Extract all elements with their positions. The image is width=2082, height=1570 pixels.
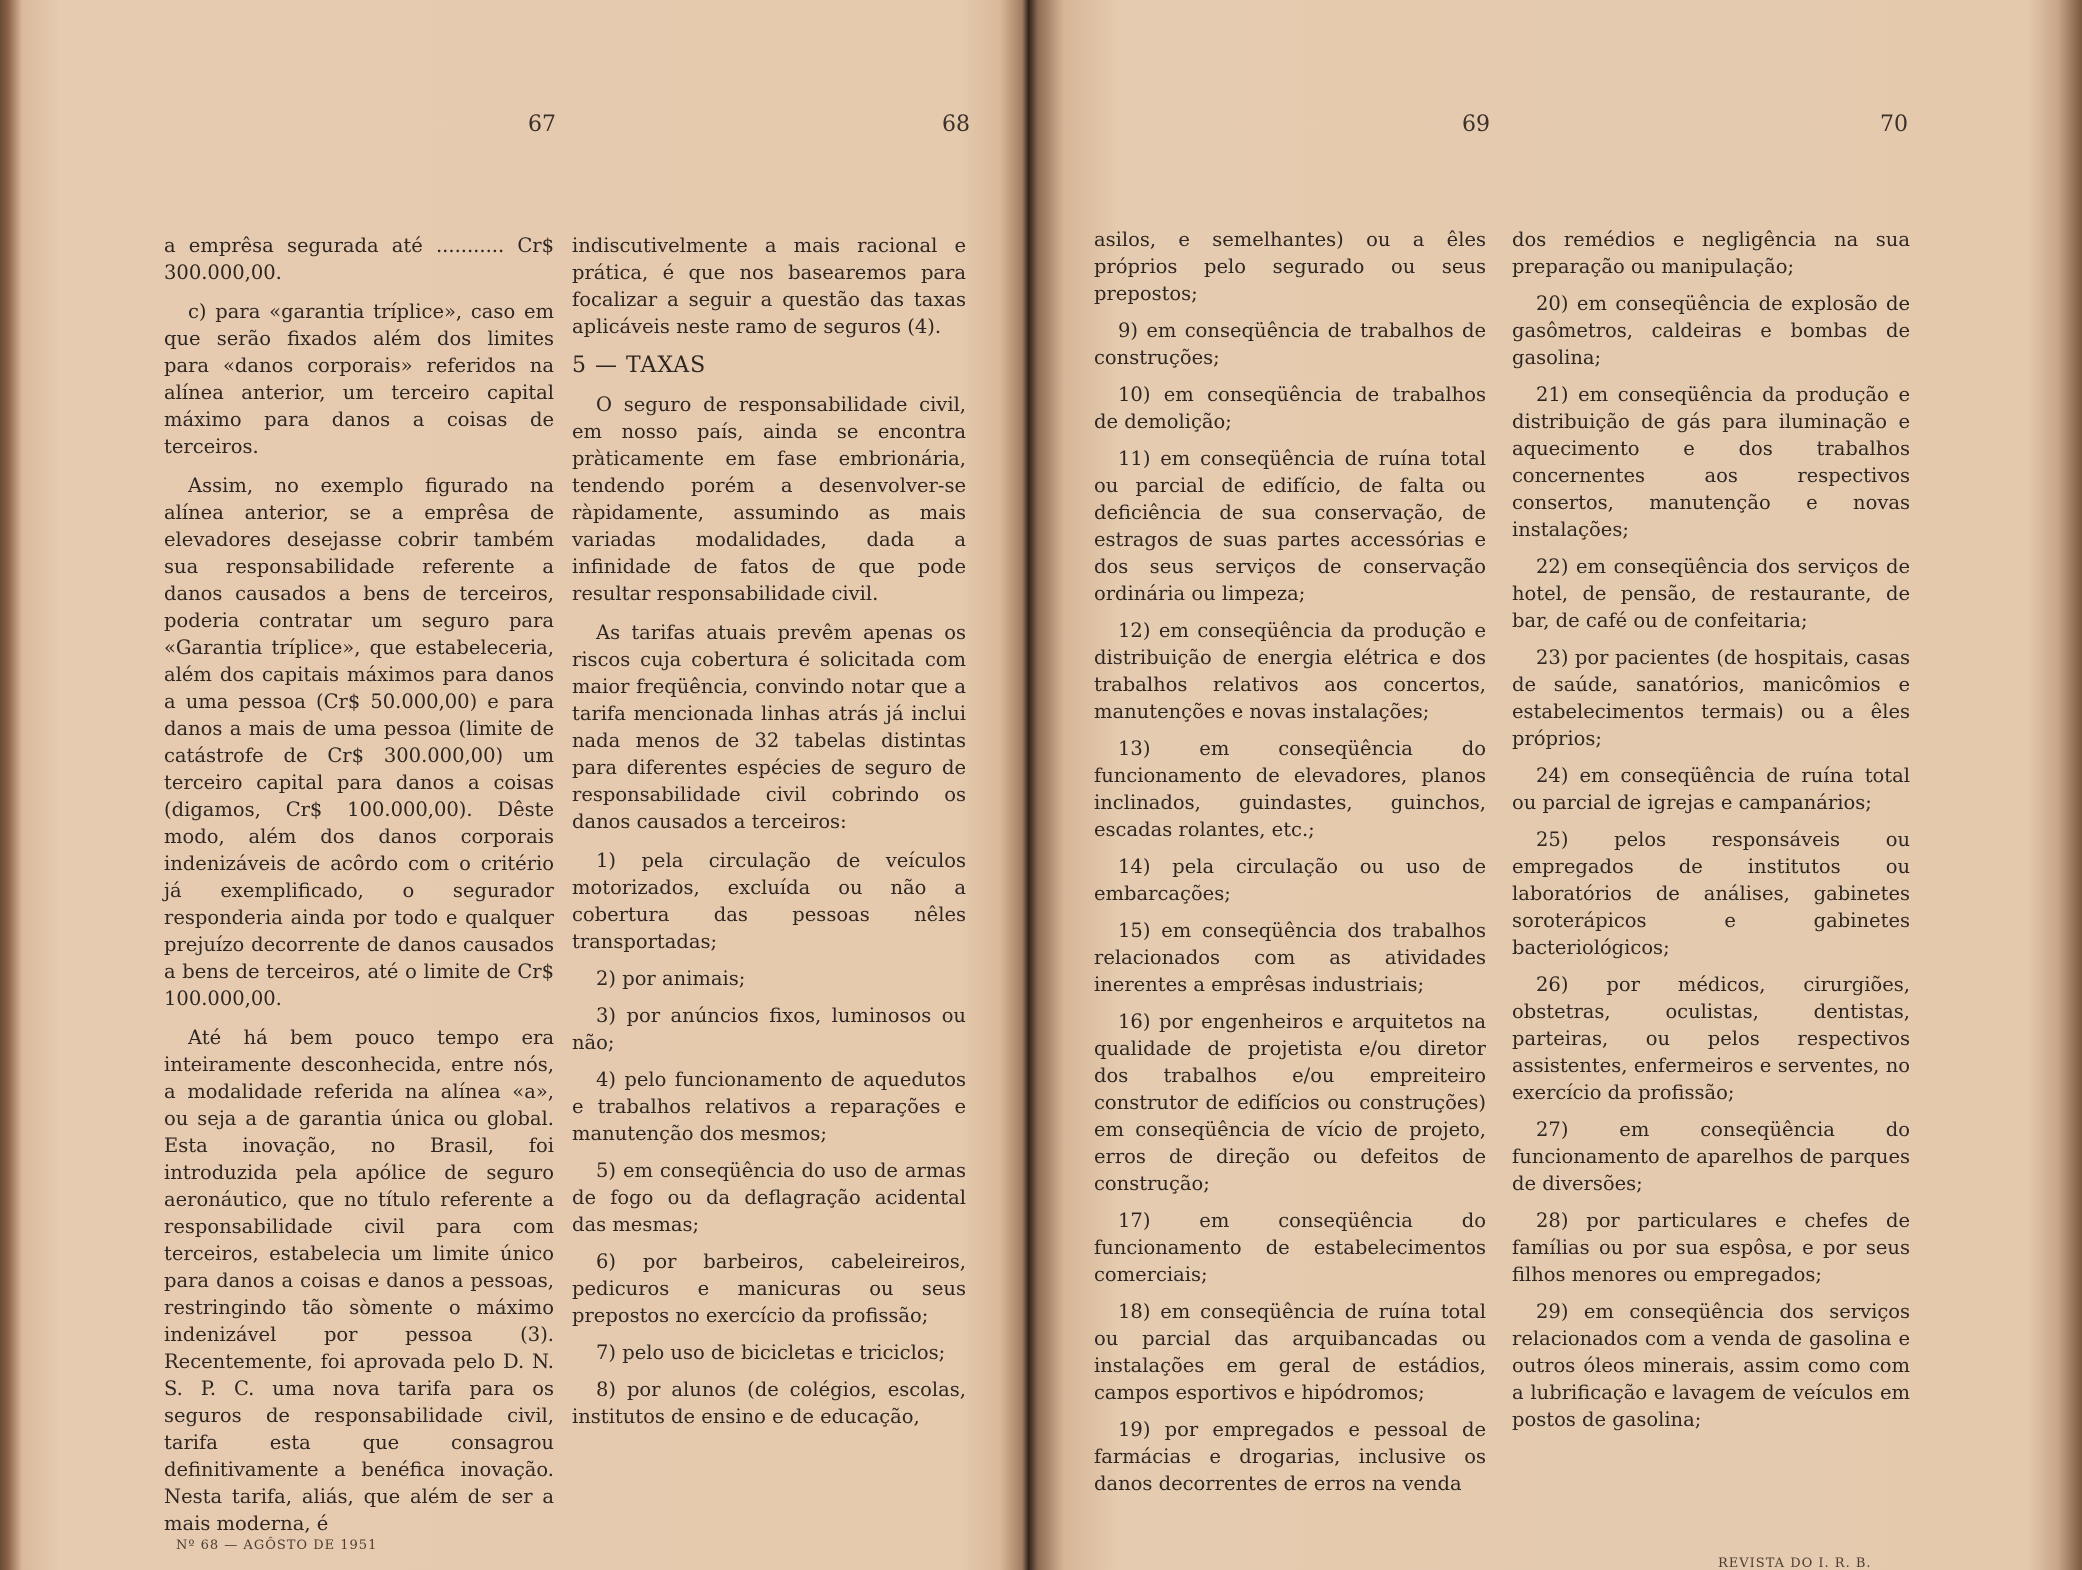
list-item: 3) por anúncios fixos, luminosos ou não; — [572, 1004, 966, 1054]
list-item: 10) em conseqüência de trabalhos de demolição; — [1094, 383, 1486, 433]
list-item: 19) por empregados e pessoal de farmácias e drogarias, inclusive os danos decorrentes de erros na venda — [1094, 1418, 1486, 1495]
list-item: 5) em conseqüência do uso de armas de fogo ou da deflagração acidental das mesmas; — [572, 1159, 966, 1236]
list-item: 1) pela circulação de veículos motorizados, excluída ou não a cobertura das pessoas nêles transportadas; — [572, 849, 966, 953]
paragraph: indiscutivelmente a mais racional e prática, é que nos basearemos para focalizar a seguir a questão das taxas aplicáveis neste ramo de seguros (4). — [572, 234, 966, 338]
list-item: 26) por médicos, cirurgiões, obstetras, oculistas, dentistas, parteiras, ou pelos respectivos assistentes, enfermeiros e serventes, no exercício da profissão; — [1512, 973, 1910, 1104]
paragraph: a emprêsa segurada até ........... Cr$ 300.000,00. — [164, 234, 554, 284]
column-page-67 — [164, 232, 554, 1549]
list-item: 20) em conseqüência de explosão de gasômetros, caldeiras e bombas de gasolina; — [1512, 292, 1910, 369]
list-item: 28) por particulares e chefes de famílias ou por sua espôsa, e por seus filhos menores ou empregados; — [1512, 1209, 1910, 1286]
list-item: 16) por engenheiros e arquitetos na qualidade de projetista e/ou diretor dos trabalhos e/ou empreiteiro construtor de edifícios ou construções) em conseqüência de vício de projeto, erros de direção ou defeitos de construção; — [1094, 1010, 1486, 1195]
list-item: 2) por animais; — [596, 967, 746, 990]
list-item: 12) em conseqüência da produção e distribuição de energia elétrica e dos trabalhos relativos aos concertos, manutenções e novas instalações; — [1094, 619, 1486, 723]
list-item: 29) em conseqüência dos serviços relacionados com a venda de gasolina e outros óleos minerais, assim como com a lubrificação e lavagem de veículos em postos de gasolina; — [1512, 1300, 1910, 1431]
left-page — [0, 0, 1028, 1570]
list-item: 9) em conseqüência de trabalhos de construções; — [1094, 319, 1486, 369]
list-item: 7) pelo uso de bicicletas e triciclos; — [596, 1341, 946, 1364]
paragraph: c) para «garantia tríplice», caso em que serão fixados além dos limites para «danos corporais» referidos na alínea anterior, um terceiro capital máximo para danos a coisas de terceiros. — [164, 300, 554, 458]
issue-footer: Nº 68 — AGÔSTO DE 1951 — [176, 1538, 378, 1553]
list-item: 15) em conseqüência dos trabalhos relacionados com as atividades inerentes a emprêsas industriais; — [1094, 919, 1486, 996]
right-page — [1028, 0, 2082, 1570]
list-item: 17) em conseqüência do funcionamento de estabelecimentos comerciais; — [1094, 1209, 1486, 1286]
paragraph: Até há bem pouco tempo era inteiramente desconhecida, entre nós, a modalidade referida na alínea «a», ou seja a de garantia única ou global. Esta inovação, no Brasil, foi introduzida pela apólice de seguro aeronáutico, que no título referente a responsabilidade civil para com terceiros, estabelecia um limite único para danos a coisas e danos a pessoas, restringindo tão sòmente o máximo indenizável por pessoa (3). Recentemente, foi aprovada pelo D. N. S. P. C. uma nova tarifa para os seguros de responsabilidade civil, tarifa esta que consagrou definitivamente a benéfica inovação. Nesta tarifa, aliás, que além de ser a mais moderna, é — [164, 1026, 554, 1535]
list-item: 11) em conseqüência de ruína total ou parcial de edifício, de falta ou deficiência de sua conservação, de estragos de suas partes accessórias e dos seus serviços de conservação ordinária ou limpeza; — [1094, 447, 1486, 605]
list-item: 24) em conseqüência de ruína total ou parcial de igrejas e campanários; — [1512, 764, 1910, 814]
list-item: 22) em conseqüência dos serviços de hotel, de pensão, de restaurante, de bar, de café ou de confeitaria; — [1512, 555, 1910, 632]
column-page-70 — [1512, 226, 1910, 1443]
section-heading: 5 — TAXAS — [572, 353, 707, 378]
page-number-68: 68 — [942, 112, 970, 137]
column-page-68 — [572, 232, 966, 1440]
list-item: 8) por alunos (de colégios, escolas, institutos de ensino e de educação, — [572, 1378, 966, 1428]
paragraph: As tarifas atuais prevêm apenas os riscos cuja cobertura é solicitada com maior freqüência, convindo notar que a tarifa mencionada linhas atrás já inclui nada menos de 32 tabelas distintas para diferentes espécies de seguro de responsabilidade civil cobrindo os danos causados a terceiros: — [572, 621, 966, 833]
list-item: asilos, e semelhantes) ou a êles próprios pelo segurado ou seus prepostos; — [1094, 228, 1486, 305]
list-item: 25) pelos responsáveis ou empregados de institutos ou laboratórios de análises, gabinetes soroterápicos e gabinetes bacteriológicos; — [1512, 828, 1910, 959]
page-number-70: 70 — [1880, 112, 1908, 137]
list-item: 27) em conseqüência do funcionamento de aparelhos de parques de diversões; — [1512, 1118, 1910, 1195]
page-number-69: 69 — [1462, 112, 1490, 137]
list-item: 21) em conseqüência da produção e distribuição de gás para iluminação e aquecimento e dos trabalhos concernentes aos respectivos consertos, manutenção e novas instalações; — [1512, 383, 1910, 541]
journal-footer: REVISTA DO I. R. B. — [1718, 1556, 1872, 1570]
list-item: dos remédios e negligência na sua preparação ou manipulação; — [1512, 228, 1910, 278]
list-item: 6) por barbeiros, cabeleireiros, pedicuros e manicuras ou seus prepostos no exercício da profissão; — [572, 1250, 966, 1327]
paragraph: Assim, no exemplo figurado na alínea anterior, se a emprêsa de elevadores desejasse cobrir também sua responsabilidade referente a danos causados a bens de terceiros, poderia contratar um seguro para «Garantia tríplice», que estabeleceria, além dos capitais máximos para danos a uma pessoa (Cr$ 50.000,00) e para danos a mais de uma pessoa (limite de catástrofe de Cr$ 300.000,00) um terceiro capital para danos a coisas (digamos, Cr$ 100.000,00). Dêste modo, além dos danos corporais indenizáveis de acôrdo com o critério já exemplificado, o segurador responderia ainda por todo e qualquer prejuízo decorrente de danos causados a bens de terceiros, até o limite de Cr$ 100.000,00. — [164, 474, 554, 1010]
column-page-69 — [1094, 226, 1486, 1507]
paragraph: O seguro de responsabilidade civil, em nosso país, ainda se encontra pràticamente em fase embrionária, tendendo porém a desenvolver-se ràpidamente, assumindo as mais variadas modalidades, dada a infinidade de fatos de que pode resultar responsabilidade civil. — [572, 393, 966, 605]
list-item: 4) pelo funcionamento de aquedutos e trabalhos relativos a reparações e manutenção dos mesmos; — [572, 1068, 966, 1145]
list-item: 23) por pacientes (de hospitais, casas de saúde, sanatórios, manicômios e estabelecimentos termais) ou a êles próprios; — [1512, 646, 1910, 750]
list-item: 13) em conseqüência do funcionamento de elevadores, planos inclinados, guindastes, guinchos, escadas rolantes, etc.; — [1094, 737, 1486, 841]
list-item: 14) pela circulação ou uso de embarcações; — [1094, 855, 1486, 905]
page-number-67: 67 — [528, 112, 556, 137]
list-item: 18) em conseqüência de ruína total ou parcial das arquibancadas ou instalações em geral de estádios, campos esportivos e hipódromos; — [1094, 1300, 1486, 1404]
